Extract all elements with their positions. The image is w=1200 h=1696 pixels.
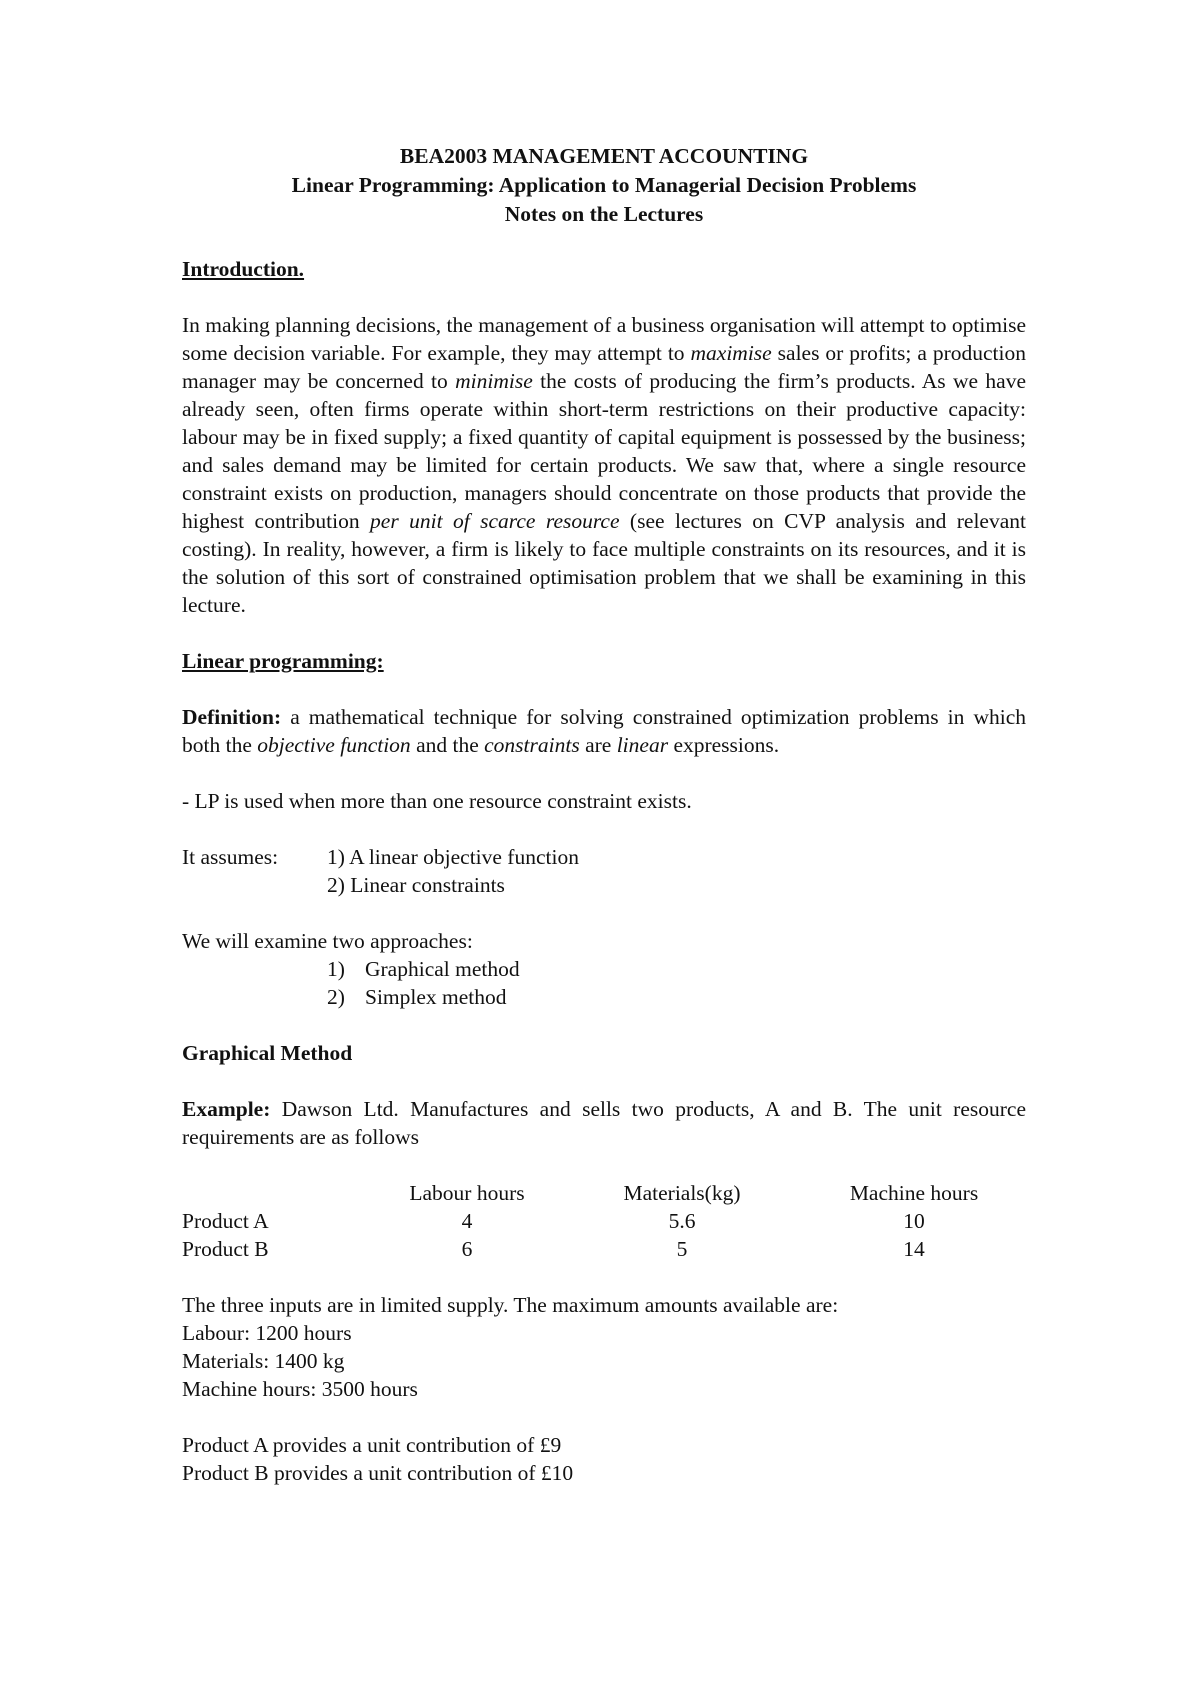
- table-header-cell: Labour hours: [409, 1181, 525, 1205]
- table-cell: 10: [903, 1209, 925, 1233]
- document-page: [182, 142, 1026, 1487]
- approach-number: 1): [327, 957, 345, 981]
- assumes-row-2: [182, 871, 1026, 899]
- example-paragraph: Example: Dawson Ltd. Manufactures and sells two products, A and B. The unit resource requirements are as follows: [182, 1097, 1026, 1149]
- lp-heading: Linear programming:: [182, 649, 384, 673]
- contribution-item: Product A provides a unit contribution of £9: [182, 1433, 562, 1457]
- assumes-row-1: [182, 843, 1026, 871]
- resource-table: [182, 1179, 1026, 1263]
- graphical-heading: Graphical Method: [182, 1041, 353, 1065]
- limit-item: Materials: 1400 kg: [182, 1349, 345, 1373]
- assumes-label: It assumes:: [182, 845, 279, 869]
- approach-text: Graphical method: [365, 957, 520, 981]
- introduction-paragraph: In making planning decisions, the management of a business organisation will attempt to optimise some decision variable. For example, they may attempt to maximise sales or profits; a production manager may be concerned to minimise the costs of producing the firm’s products. As we have already seen, often firms operate within short-term restrictions on their productive capacity: labour may be in fixed supply; a fixed quantity of capital equipment is possessed by the business; and sales demand may be limited for certain products. We saw that, where a single resource constraint exists on production, managers should concentrate on those products that provide the highest contribution per unit of scarce resource (see lectures on CVP analysis and relevant costing). In reality, however, a firm is likely to face multiple constraints on its resources, and it is the solution of this sort of constrained optimisation problem that we shall be examining in this lecture.: [182, 313, 1026, 617]
- contribution-item: Product B provides a unit contribution of £10: [182, 1461, 574, 1485]
- approaches-intro: We will examine two approaches:: [182, 929, 473, 953]
- table-row: [182, 1235, 1026, 1263]
- table-cell: Product B: [182, 1237, 269, 1261]
- table-row: [182, 1207, 1026, 1235]
- table-header-cell: Materials(kg): [623, 1181, 741, 1205]
- limit-item: Machine hours: 3500 hours: [182, 1377, 418, 1401]
- subtitle: Notes on the Lectures: [504, 202, 704, 226]
- assumption-item: 1) A linear objective function: [327, 845, 579, 869]
- lp-bullet: - LP is used when more than one resource constraint exists.: [182, 789, 692, 813]
- table-cell: 5: [676, 1237, 688, 1261]
- introduction-heading: Introduction.: [182, 257, 305, 281]
- table-cell: 14: [903, 1237, 925, 1261]
- table-cell: 6: [461, 1237, 473, 1261]
- table-header-row: [182, 1179, 1026, 1207]
- approach-text: Simplex method: [365, 985, 507, 1009]
- approach-item: [182, 955, 1026, 983]
- assumption-item: 2) Linear constraints: [327, 873, 505, 897]
- approach-item: [182, 983, 1026, 1011]
- table-cell: Product A: [182, 1209, 269, 1233]
- limit-item: Labour: 1200 hours: [182, 1321, 352, 1345]
- definition-paragraph: Definition: a mathematical technique for solving constrained optimization problems in which both the objective function and the constraints are linear expressions.: [182, 705, 1026, 757]
- table-cell: 4: [461, 1209, 473, 1233]
- table-header-cell: Machine hours: [849, 1181, 979, 1205]
- approach-number: 2): [327, 985, 345, 1009]
- topic-title: Linear Programming: Application to Managerial Decision Problems: [291, 173, 917, 197]
- table-header-cell: [182, 1179, 372, 1207]
- table-cell: 5.6: [668, 1209, 696, 1233]
- limited-supply-intro: The three inputs are in limited supply. The maximum amounts available are:: [182, 1293, 839, 1317]
- course-title: BEA2003 MANAGEMENT ACCOUNTING: [399, 144, 809, 168]
